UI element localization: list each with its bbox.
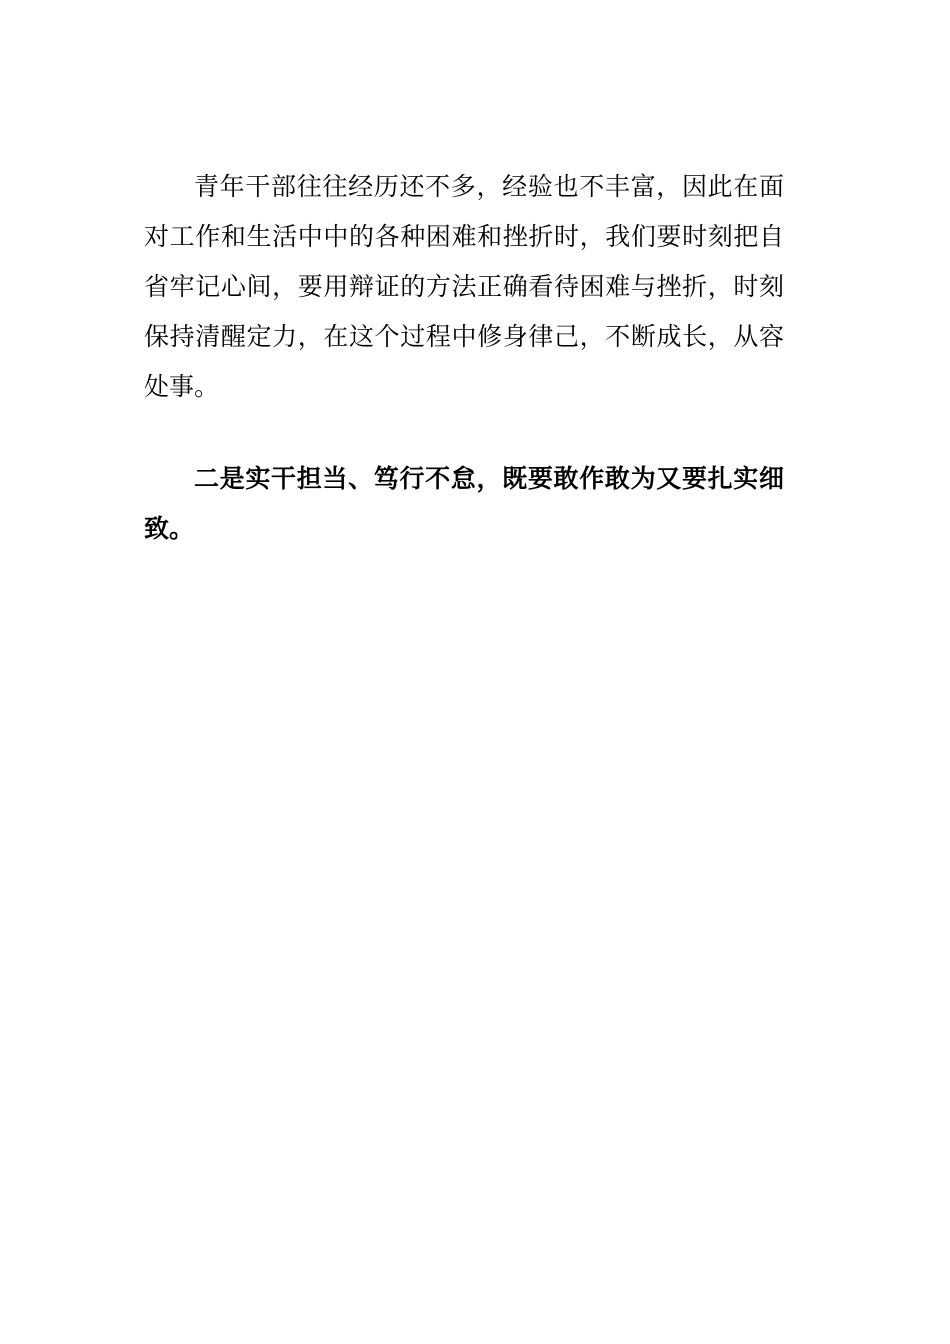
document-body bbox=[144, 162, 784, 554]
section-heading: 二是实干担当、笃行不怠，既要敢作敢为又要扎实细致。 bbox=[144, 464, 784, 543]
body-paragraph: 青年干部往往经历还不多，经验也不丰富，因此在面对工作和生活中中的各种困难和挫折时，我们要时刻把自省牢记心间，要用辩证的方法正确看待困难与挫折，时刻保持清醒定力，在这个过程中修身律己，不断成长，从容处事。 bbox=[144, 172, 784, 401]
